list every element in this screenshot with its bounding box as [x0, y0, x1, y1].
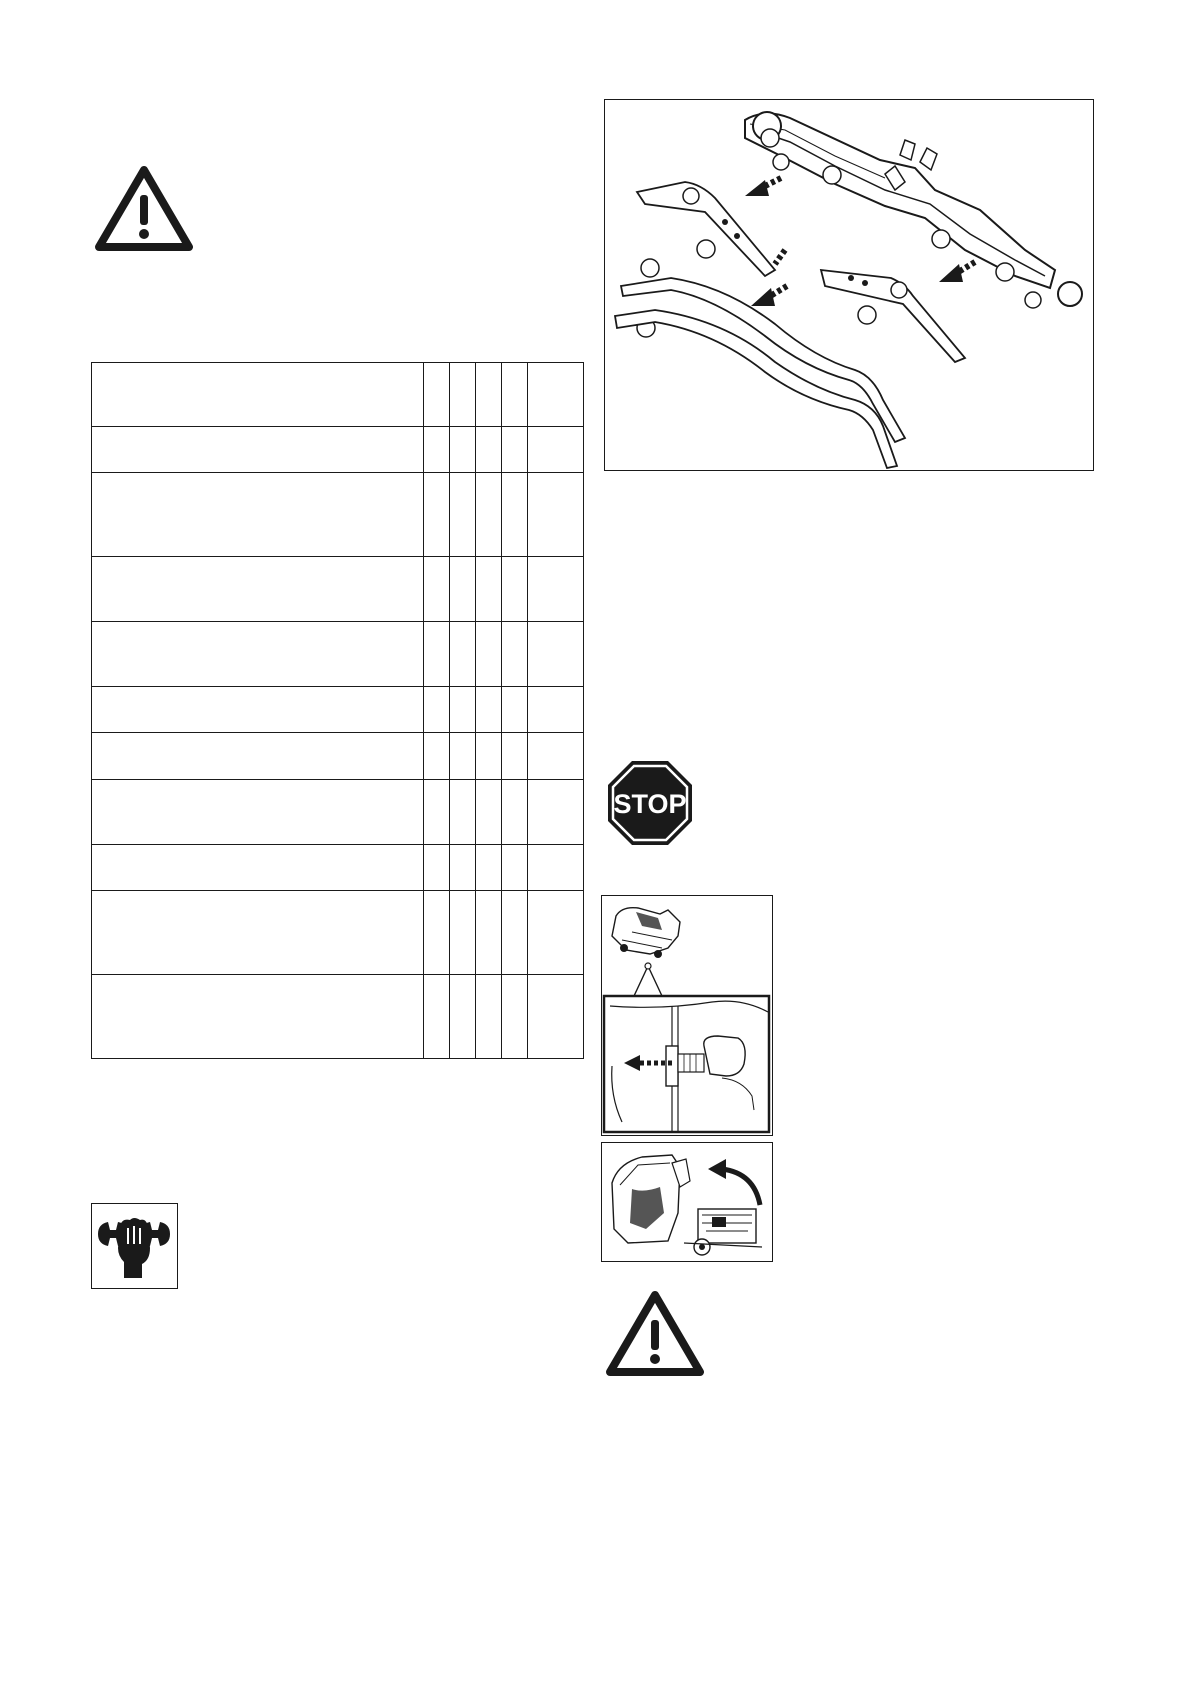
warning-icon-bottom [606, 1290, 704, 1377]
table-row [92, 363, 584, 427]
arrow-icon [775, 250, 785, 264]
stop-sign-icon [606, 759, 694, 847]
table-row [92, 779, 584, 844]
stop-sign [606, 759, 694, 847]
latch-release-illustration [601, 895, 773, 1136]
table-row [92, 687, 584, 733]
arrow-icon [745, 178, 781, 196]
table-row [92, 473, 584, 557]
table-row [92, 733, 584, 779]
arrow-icon [751, 286, 787, 306]
table-row [92, 557, 584, 622]
warning-triangle-icon [606, 1290, 704, 1377]
warning-icon-top [95, 165, 193, 252]
table-row [92, 890, 584, 974]
table-row [92, 427, 584, 473]
warning-triangle-icon [95, 165, 193, 252]
stop-sign-text: STOP [613, 789, 687, 819]
tilt-cover-illustration [601, 1142, 773, 1262]
curved-arrow-icon [708, 1159, 760, 1205]
wrench-fist-service-icon [92, 1204, 176, 1287]
maintenance-schedule-table [91, 362, 584, 1059]
service-icon-box [91, 1203, 178, 1289]
squeegee-blade-diagram [604, 99, 1094, 471]
table-row [92, 974, 584, 1058]
arrow-icon [939, 262, 975, 282]
table-row [92, 844, 584, 890]
table-row [92, 622, 584, 687]
